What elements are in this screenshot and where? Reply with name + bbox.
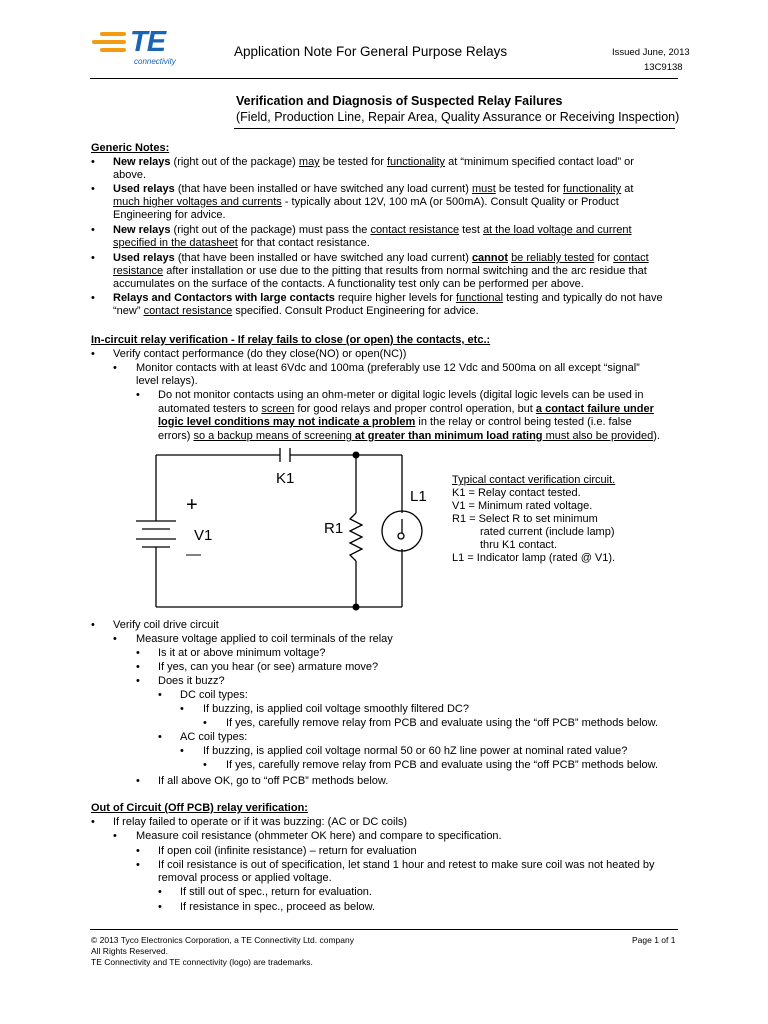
bullet-icon: • (91, 816, 95, 828)
incircuit-item-2-cont: level relays). (136, 375, 198, 387)
incircuit-item-3-cont: automated testers to screen for good relays and proper control operation, but a contact failure under (158, 403, 654, 415)
legend-r1-cont2: thru K1 contact. (480, 539, 558, 551)
page-number: Page 1 of 1 (632, 935, 676, 945)
legend-title: Typical contact verification circuit. (452, 474, 616, 486)
coil-item-11: If yes, carefully remove relay from PCB and evaluate using the “off PCB” methods below. (226, 759, 659, 771)
te-logo (92, 26, 192, 70)
incircuit-item-2: Monitor contacts with at least 6Vdc and 100ma (preferably use 12 Vdc and 500ma on all except “signal” (136, 362, 640, 374)
generic-item-5-cont: “new” contact resistance specified. Consult Product Engineering for advice. (113, 305, 479, 317)
label-l1: L1 (410, 488, 427, 505)
bullet-icon: • (91, 156, 95, 168)
bullet-icon: • (158, 901, 162, 913)
offpcb-item-3: If open coil (infinite resistance) – return for evaluation (158, 845, 417, 857)
bullet-icon: • (136, 859, 140, 871)
title-rule (234, 128, 675, 129)
legend-r1: R1 = Select R to set minimum (452, 513, 598, 525)
header-rule (90, 78, 678, 79)
generic-item-2-cont2: Engineering for advice. (113, 209, 226, 221)
offpcb-item-5: If still out of spec., return for evaluation. (180, 886, 372, 898)
footer-rights: All Rights Reserved. (91, 946, 169, 956)
logo-subtext: connectivity (134, 57, 176, 66)
offpcb-heading: Out of Circuit (Off PCB) relay verification: (91, 802, 308, 814)
coil-item-10: If buzzing, is applied coil voltage normal 50 or 60 hZ line power at nominal rated value? (203, 745, 628, 757)
coil-item-8: If yes, carefully remove relay from PCB and evaluate using the “off PCB” methods below. (226, 717, 659, 729)
generic-item-2-cont: much higher voltages and currents - typically about 12V, 100 mA (or 500mA). Consult Quality or Product (113, 196, 619, 208)
bullet-icon: • (113, 830, 117, 842)
bullet-icon: • (91, 292, 95, 304)
generic-item-1: New relays (right out of the package) may be tested for functionality at “minimum specified contact load” or (113, 156, 634, 168)
generic-item-5: Relays and Contactors with large contacts require higher levels for functional testing and typically do not have (113, 292, 663, 304)
bullet-icon: • (91, 619, 95, 631)
bullet-icon: • (113, 633, 117, 645)
coil-item-4: If yes, can you hear (or see) armature move? (158, 661, 379, 673)
doc-number: 13C9138 (644, 62, 683, 73)
bullet-icon: • (136, 389, 140, 401)
footer-rule (90, 929, 678, 930)
generic-item-3: New relays (right out of the package) must pass the contact resistance test at the load voltage and current (113, 224, 632, 236)
offpcb-item-6: If resistance in spec., proceed as below. (180, 901, 376, 913)
bullet-icon: • (158, 731, 162, 743)
incircuit-item-3-cont3: errors) so a backup means of screening at greater than minimum load rating must also be provided). (158, 430, 660, 442)
legend-l1: L1 = Indicator lamp (rated @ V1). (452, 552, 616, 564)
bullet-icon: • (158, 689, 162, 701)
label-k1: K1 (276, 470, 295, 487)
bullet-icon: • (136, 675, 140, 687)
generic-item-4: Used relays (that have been installed or have switched any load current) cannot be reliably tested for contact (113, 252, 649, 264)
coil-item-5: Does it buzz? (158, 675, 225, 687)
coil-item-9: AC coil types: (180, 731, 248, 743)
bullet-icon: • (136, 647, 140, 659)
generic-item-1-cont: above. (113, 169, 147, 181)
coil-item-3: Is it at or above minimum voltage? (158, 647, 326, 659)
coil-item-12: If all above OK, go to “off PCB” methods below. (158, 775, 389, 787)
doc-subtitle: (Field, Production Line, Repair Area, Quality Assurance or Receiving Inspection) (236, 110, 680, 124)
logo-brand: TE (130, 26, 166, 58)
label-v1: V1 (194, 527, 213, 544)
bullet-icon: • (91, 252, 95, 264)
legend-v1: V1 = Minimum rated voltage. (452, 500, 593, 512)
offpcb-item-4-cont: removal process or applied voltage. (158, 872, 332, 884)
bullet-icon: • (158, 886, 162, 898)
bullet-icon: • (136, 661, 140, 673)
offpcb-item-4: If coil resistance is out of specification, let stand 1 hour and retest to make sure coil was not heated by (158, 859, 655, 871)
bullet-icon: • (180, 703, 184, 715)
generic-item-4-cont2: accumulates on the surface of the contacts. A functionality test only can be performed per above. (113, 278, 584, 290)
generic-item-4-cont: resistance after installation or use due to the pitting that results from normal switching and the arc residue that (113, 265, 647, 277)
bullet-icon: • (91, 183, 95, 195)
legend-k1: K1 = Relay contact tested. (452, 487, 581, 499)
bullet-icon: • (136, 775, 140, 787)
bullet-icon: • (91, 348, 95, 360)
label-plus: + (186, 494, 198, 516)
incircuit-item-3-cont2: logic level conditions may not indicate a problem in the relay or control being tested (i.e. false (158, 416, 632, 428)
generic-item-2: Used relays (that have been installed or have switched any load current) must be tested for functionality at (113, 183, 634, 195)
label-r1: R1 (324, 520, 344, 537)
footer-copyright: © 2013 Tyco Electronics Corporation, a TE Connectivity Ltd. company (91, 935, 354, 945)
bullet-icon: • (203, 717, 207, 729)
doc-title: Verification and Diagnosis of Suspected Relay Failures (236, 94, 563, 108)
incircuit-heading: In-circuit relay verification - If relay fails to close (or open) the contacts, etc.: (91, 334, 491, 346)
bullet-icon: • (113, 362, 117, 374)
header-title: Application Note For General Purpose Relays (234, 44, 508, 59)
bullet-icon: • (203, 759, 207, 771)
bullet-icon: • (91, 224, 95, 236)
coil-item-6: DC coil types: (180, 689, 248, 701)
offpcb-item-1: If relay failed to operate or if it was buzzing: (AC or DC coils) (113, 816, 408, 828)
offpcb-item-2: Measure coil resistance (ohmmeter OK here) and compare to specification. (136, 830, 502, 842)
issued-date: Issued June, 2013 (612, 47, 690, 58)
generic-heading: Generic Notes: (91, 142, 170, 154)
footer-trademarks: TE Connectivity and TE connectivity (logo) are trademarks. (91, 957, 313, 967)
incircuit-item-1: Verify contact performance (do they close(NO) or open(NC)) (113, 348, 407, 360)
incircuit-item-3: Do not monitor contacts using an ohm-meter or digital logic levels (digital logic levels can be used in (158, 389, 644, 401)
coil-item-1: Verify coil drive circuit (113, 619, 219, 631)
coil-item-7: If buzzing, is applied coil voltage smoothly filtered DC? (203, 703, 469, 715)
generic-item-3-cont: specified in the datasheet for that contact resistance. (113, 237, 370, 249)
label-minus: — (186, 546, 201, 563)
bullet-icon: • (136, 845, 140, 857)
coil-item-2: Measure voltage applied to coil terminals of the relay (136, 633, 393, 645)
bullet-icon: • (180, 745, 184, 757)
legend-r1-cont: rated current (include lamp) (480, 526, 615, 538)
